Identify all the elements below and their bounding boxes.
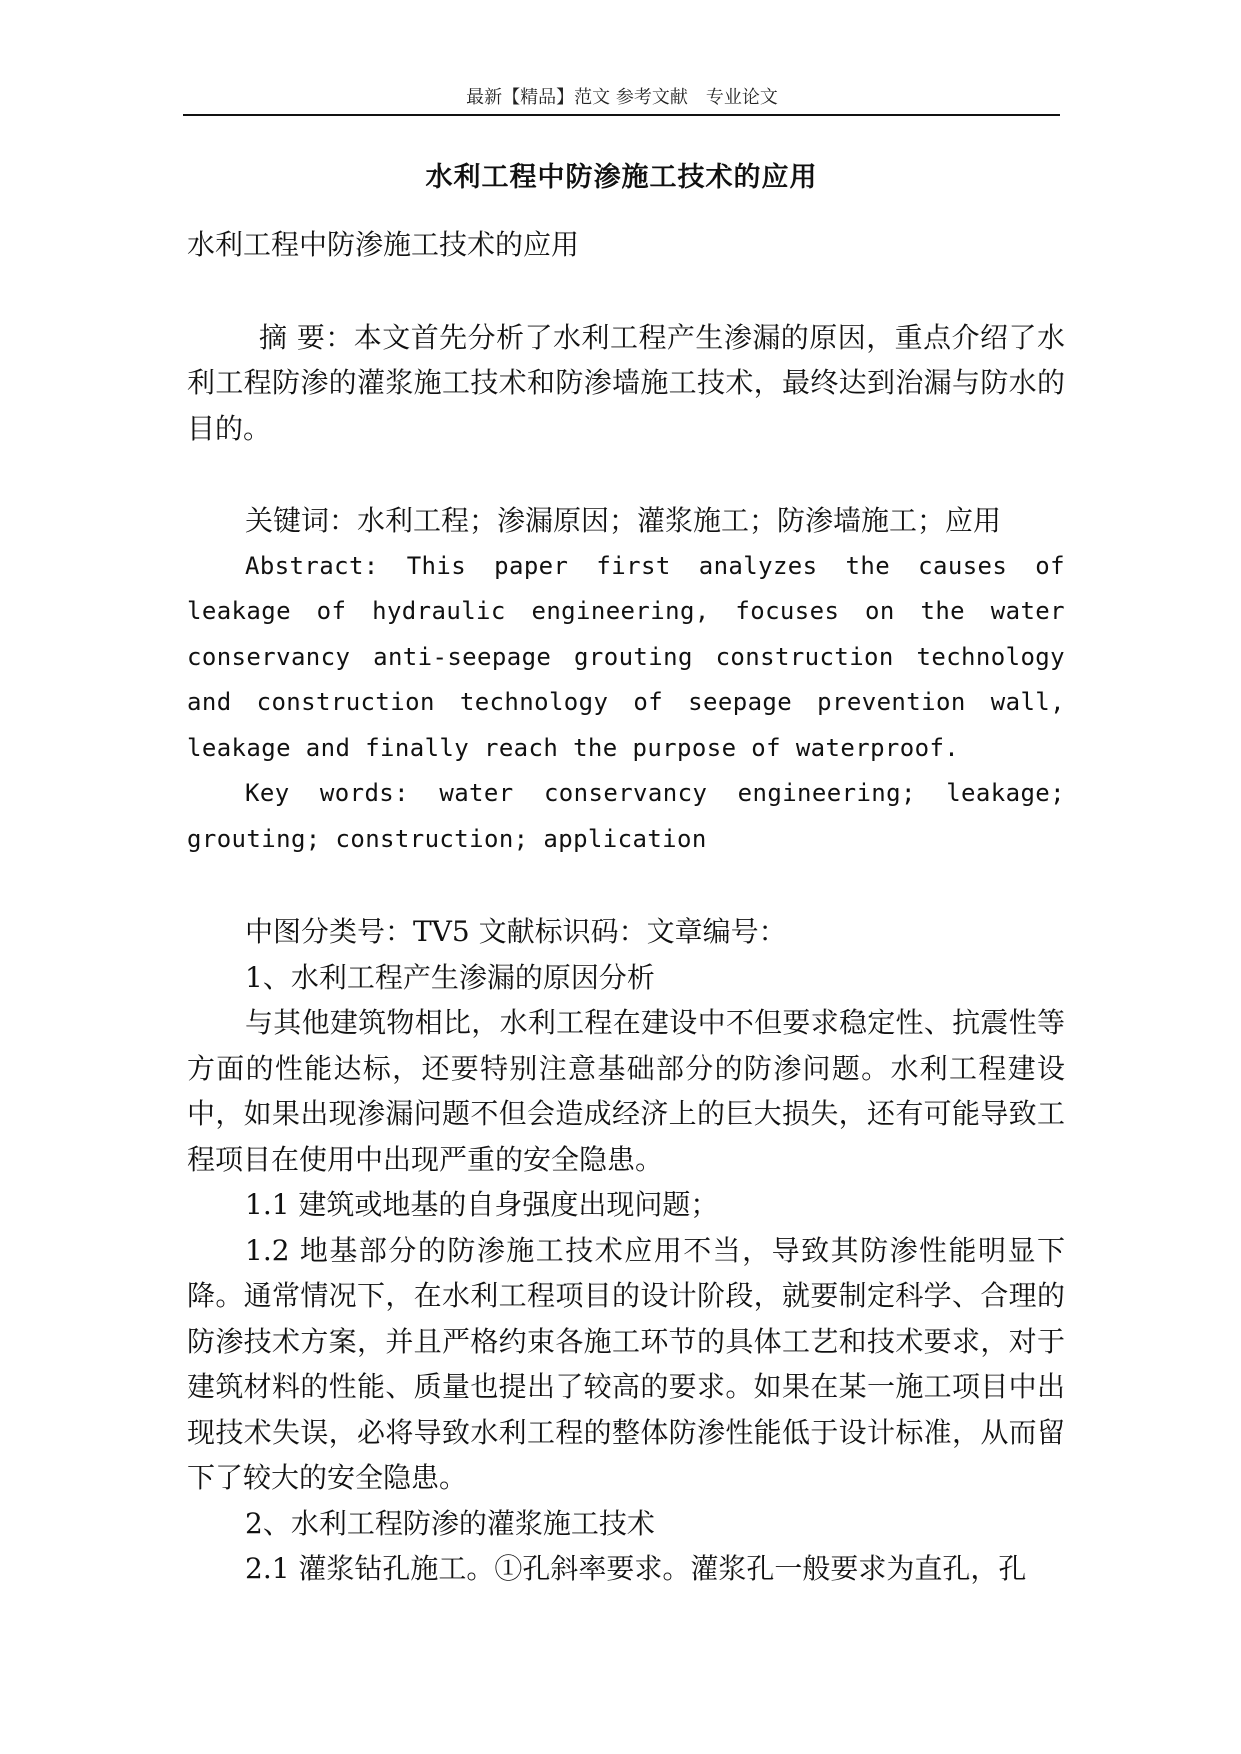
spacer — [187, 268, 1065, 315]
document-subtitle: 水利工程中防渗施工技术的应用 — [187, 228, 580, 261]
document-title: 水利工程中防渗施工技术的应用 — [425, 162, 818, 193]
abstract-cn: 摘 要：本文首先分析了水利工程产生渗漏的原因，重点介绍了水利工程防渗的灌浆施工技术和防渗墙施工技术，最终达到治漏与防水的目的。 — [187, 320, 1065, 445]
section-2-heading: 2、水利工程防渗的灌浆施工技术 — [245, 1506, 655, 1540]
keywords-en: Key words: water conservancy engineering; leakage; grouting; construction; application — [187, 779, 1065, 853]
section-1-paragraph: 与其他建筑物相比，水利工程在建设中不但要求稳定性、抗震性等方面的性能达标，还要特别注意基础部分的防渗问题。水利工程建设中，如果出现渗漏问题不但会造成经济上的巨大损失，还有可能导致工程项目在使用中出现严重的安全隐患。 — [187, 1006, 1065, 1176]
spacer — [187, 451, 1065, 498]
keywords-cn: 关键词：水利工程；渗漏原因；灌浆施工；防渗墙施工；应用 — [245, 504, 1002, 537]
document-body — [187, 222, 1065, 1592]
classification-line: 中图分类号：TV5 文献标识码：文章编号： — [245, 915, 787, 948]
header-divider — [183, 114, 1060, 116]
item-1-1: 1.1 建筑或地基的自身强度出现问题； — [245, 1188, 719, 1221]
spacer — [187, 862, 1065, 909]
section-1-heading: 1、水利工程产生渗漏的原因分析 — [245, 960, 655, 994]
page-header: 最新【精品】范文 参考文献 专业论文 — [466, 87, 778, 108]
item-2-1: 2.1 灌浆钻孔施工。①孔斜率要求。灌浆孔一般要求为直孔，孔 — [245, 1552, 1027, 1585]
abstract-en: Abstract: This paper first analyzes the causes of leakage of hydraulic engineering, focuses on the water conservancy anti-seepage grouting construction technology and construction technology of seepage prevention wall, leakage and finally reach the purpose of waterproof. — [187, 551, 1065, 762]
item-1-2: 1.2 地基部分的防渗施工技术应用不当，导致其防渗性能明显下降。通常情况下，在水利工程项目的设计阶段，就要制定科学、合理的防渗技术方案，并且严格约束各施工环节的具体工艺和技术要求，对于建筑材料的性能、质量也提出了较高的要求。如果在某一施工项目中出现技术失误，必将导致水利工程的整体防渗性能低于设计标准，从而留下了较大的安全隐患。 — [187, 1233, 1065, 1494]
